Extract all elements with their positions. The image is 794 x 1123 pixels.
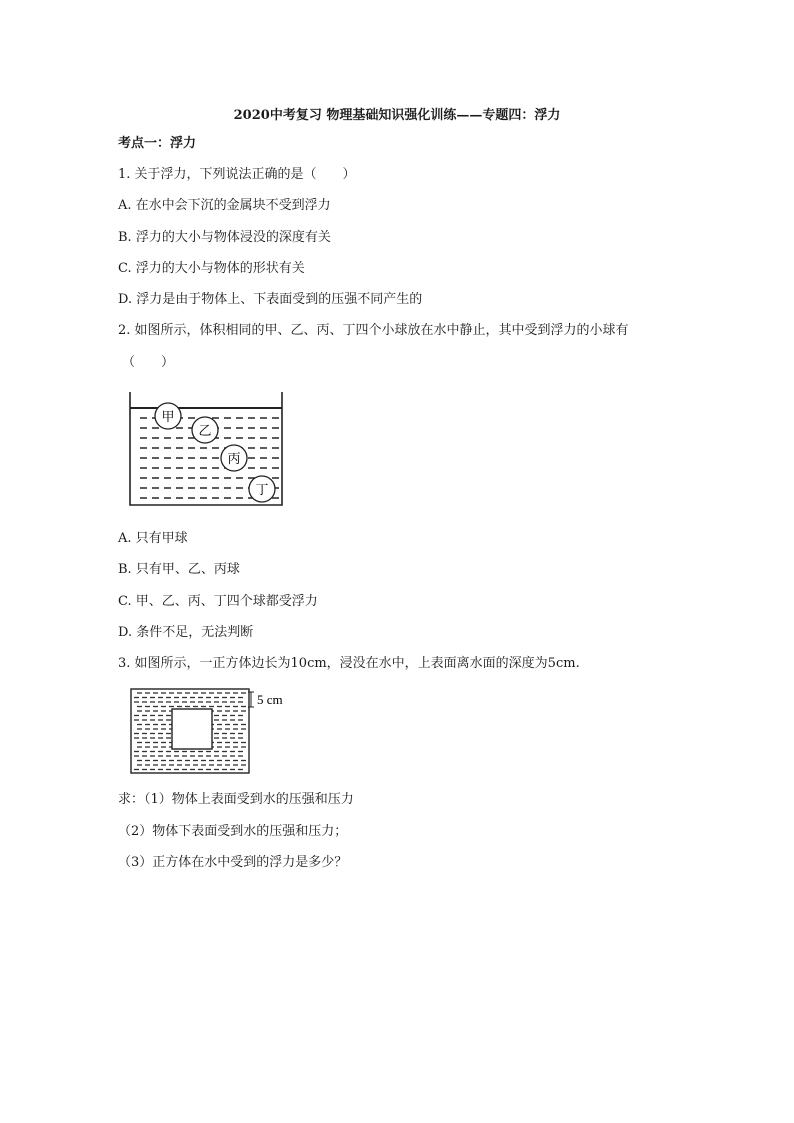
- ball-jia-label: 甲: [161, 410, 175, 425]
- q3-figure-tank: [130, 688, 300, 776]
- q2-option-c: C. 甲、乙、丙、丁四个球都受浮力: [118, 594, 318, 609]
- cube: [172, 709, 212, 749]
- q2-stem-line1: 2. 如图所示，体积相同的甲、乙、丙、丁四个小球放在水中静止，其中受到浮力的小球有: [118, 323, 629, 338]
- ball-ding-label: 丁: [255, 483, 269, 498]
- ball-yi: [192, 417, 218, 443]
- q1-option-b: B. 浮力的大小与物体浸没的深度有关: [118, 230, 331, 245]
- q2-figure-container: [128, 392, 284, 508]
- ball-yi-label: 乙: [198, 424, 212, 439]
- q2-option-d: D. 条件不足，无法判断: [118, 625, 254, 640]
- depth-label: 5 cm: [257, 692, 283, 707]
- q1-option-c: C. 浮力的大小与物体的形状有关: [118, 261, 305, 276]
- q3-ask: 求：（1）物体上表面受到水的压强和压力: [118, 792, 354, 807]
- q3-sub3: （3）正方体在水中受到的浮力是多少？: [118, 855, 348, 870]
- q1-option-d: D. 浮力是由于物体上、下表面受到的压强不同产生的: [118, 292, 423, 307]
- q2-option-b: B. 只有甲、乙、丙球: [118, 562, 240, 577]
- q1-option-a: A. 在水中会下沉的金属块不受到浮力: [118, 198, 331, 213]
- q3-stem: 3. 如图所示，一正方体边长为10cm，浸没在水中，上表面离水面的深度为5cm.: [118, 656, 580, 671]
- section-heading: 考点一：浮力: [118, 136, 197, 151]
- ball-bing-label: 丙: [227, 452, 241, 467]
- ball-jia: [155, 403, 181, 429]
- ball-ding: [249, 476, 275, 502]
- ball-bing: [221, 445, 247, 471]
- q2-option-a: A. 只有甲球: [118, 531, 188, 546]
- page-title: 2020中考复习 物理基础知识强化训练——专题四：浮力: [233, 108, 561, 123]
- q1-stem: 1. 关于浮力，下列说法正确的是（ ）: [118, 167, 356, 182]
- q3-sub2: （2）物体下表面受到水的压强和压力；: [118, 824, 348, 839]
- q2-stem-line2: （ ）: [122, 355, 175, 370]
